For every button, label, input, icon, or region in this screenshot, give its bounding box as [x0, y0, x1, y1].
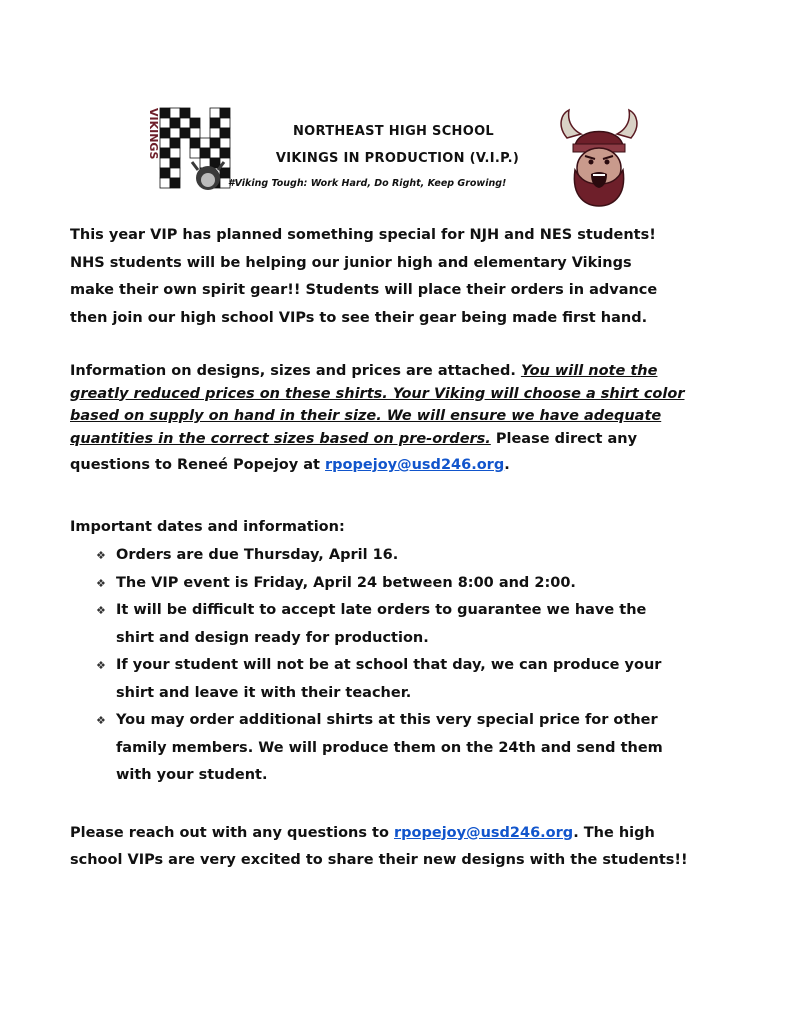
viking-mascot-logo: [553, 108, 645, 208]
intro-line-2: NHS students will be helping our junior high and elementary Vikings: [70, 254, 632, 271]
diamond-bullet-icon: ❖: [96, 549, 106, 562]
contact-prefix: questions to Reneé Popejoy at: [70, 457, 326, 473]
dates-heading: Important dates and information:: [70, 519, 345, 535]
school-motto: #Viking Tough: Work Hard, Do Right, Keep Growing!: [228, 178, 507, 189]
closing-paragraph: [70, 820, 750, 875]
info-tail: Please direct any: [490, 430, 638, 447]
list-item: [96, 542, 750, 570]
program-name: VIKINGS IN PRODUCTION (V.I.P.): [275, 151, 520, 166]
list-item-text: It will be difficult to accept late orders to guarantee we have the: [116, 602, 647, 618]
letterhead: [0, 0, 791, 200]
list-item-text: You may order additional shirts at this very special price for other: [116, 712, 658, 728]
intro-paragraph: [70, 222, 750, 332]
list-item-text: with your student.: [116, 767, 268, 783]
diamond-bullet-icon: ❖: [96, 576, 106, 590]
info-emphasis-2: greatly reduced prices on these shirts. Your Viking will choose a shirt color: [70, 385, 685, 402]
closing-line-2: school VIPs are very excited to share their new designs with the students!!: [70, 852, 688, 868]
list-item-text: The VIP event is Friday, April 24 between 8:00 and 2:00.: [116, 574, 576, 591]
info-emphasis-3: based on supply on hand in their size. We will ensure we have adequate: [70, 408, 662, 424]
list-item-text: family members. We will produce them on the 24th and send them: [116, 739, 663, 756]
list-item: [96, 597, 750, 652]
letter-body: [70, 222, 750, 875]
school-name: NORTHEAST HIGH SCHOOL: [292, 124, 495, 139]
list-item: [96, 652, 750, 707]
info-lead: Information on designs, sizes and prices are attached.: [70, 363, 521, 379]
closing-prefix: Please reach out with any questions to: [70, 824, 394, 841]
diamond-bullet-icon: ❖: [96, 714, 106, 727]
closing-email-link[interactable]: rpopejoy@usd246.org: [393, 824, 574, 841]
info-paragraph: [70, 360, 750, 480]
vikings-n-logo: [140, 104, 232, 194]
list-item-text: Orders are due Thursday, April 16.: [116, 547, 399, 563]
diamond-bullet-icon: ❖: [96, 604, 106, 617]
info-emphasis-4: quantities in the correct sizes based on pre-orders.: [70, 430, 491, 447]
dates-list: [70, 542, 750, 790]
list-item-text: shirt and design ready for production.: [116, 629, 429, 646]
contact-email-link[interactable]: rpopejoy@usd246.org: [325, 457, 505, 473]
list-item: [96, 707, 750, 790]
diamond-bullet-icon: ❖: [96, 659, 106, 672]
info-emphasis-1: You will note the: [520, 363, 658, 379]
closing-suffix: . The high: [573, 824, 655, 841]
list-item: [96, 570, 750, 598]
intro-line-4: then join our high school VIPs to see their gear being made first hand.: [70, 309, 648, 326]
list-item-text: shirt and leave it with their teacher.: [116, 684, 412, 701]
contact-suffix: .: [504, 457, 510, 473]
intro-line-1: This year VIP has planned something special for NJH and NES students!: [70, 227, 656, 243]
list-item-text: If your student will not be at school that day, we can produce your: [116, 657, 662, 673]
logo-vikings-text: VIKINGS: [147, 108, 160, 160]
intro-line-3: make their own spirit gear!! Students will place their orders in advance: [70, 282, 658, 298]
